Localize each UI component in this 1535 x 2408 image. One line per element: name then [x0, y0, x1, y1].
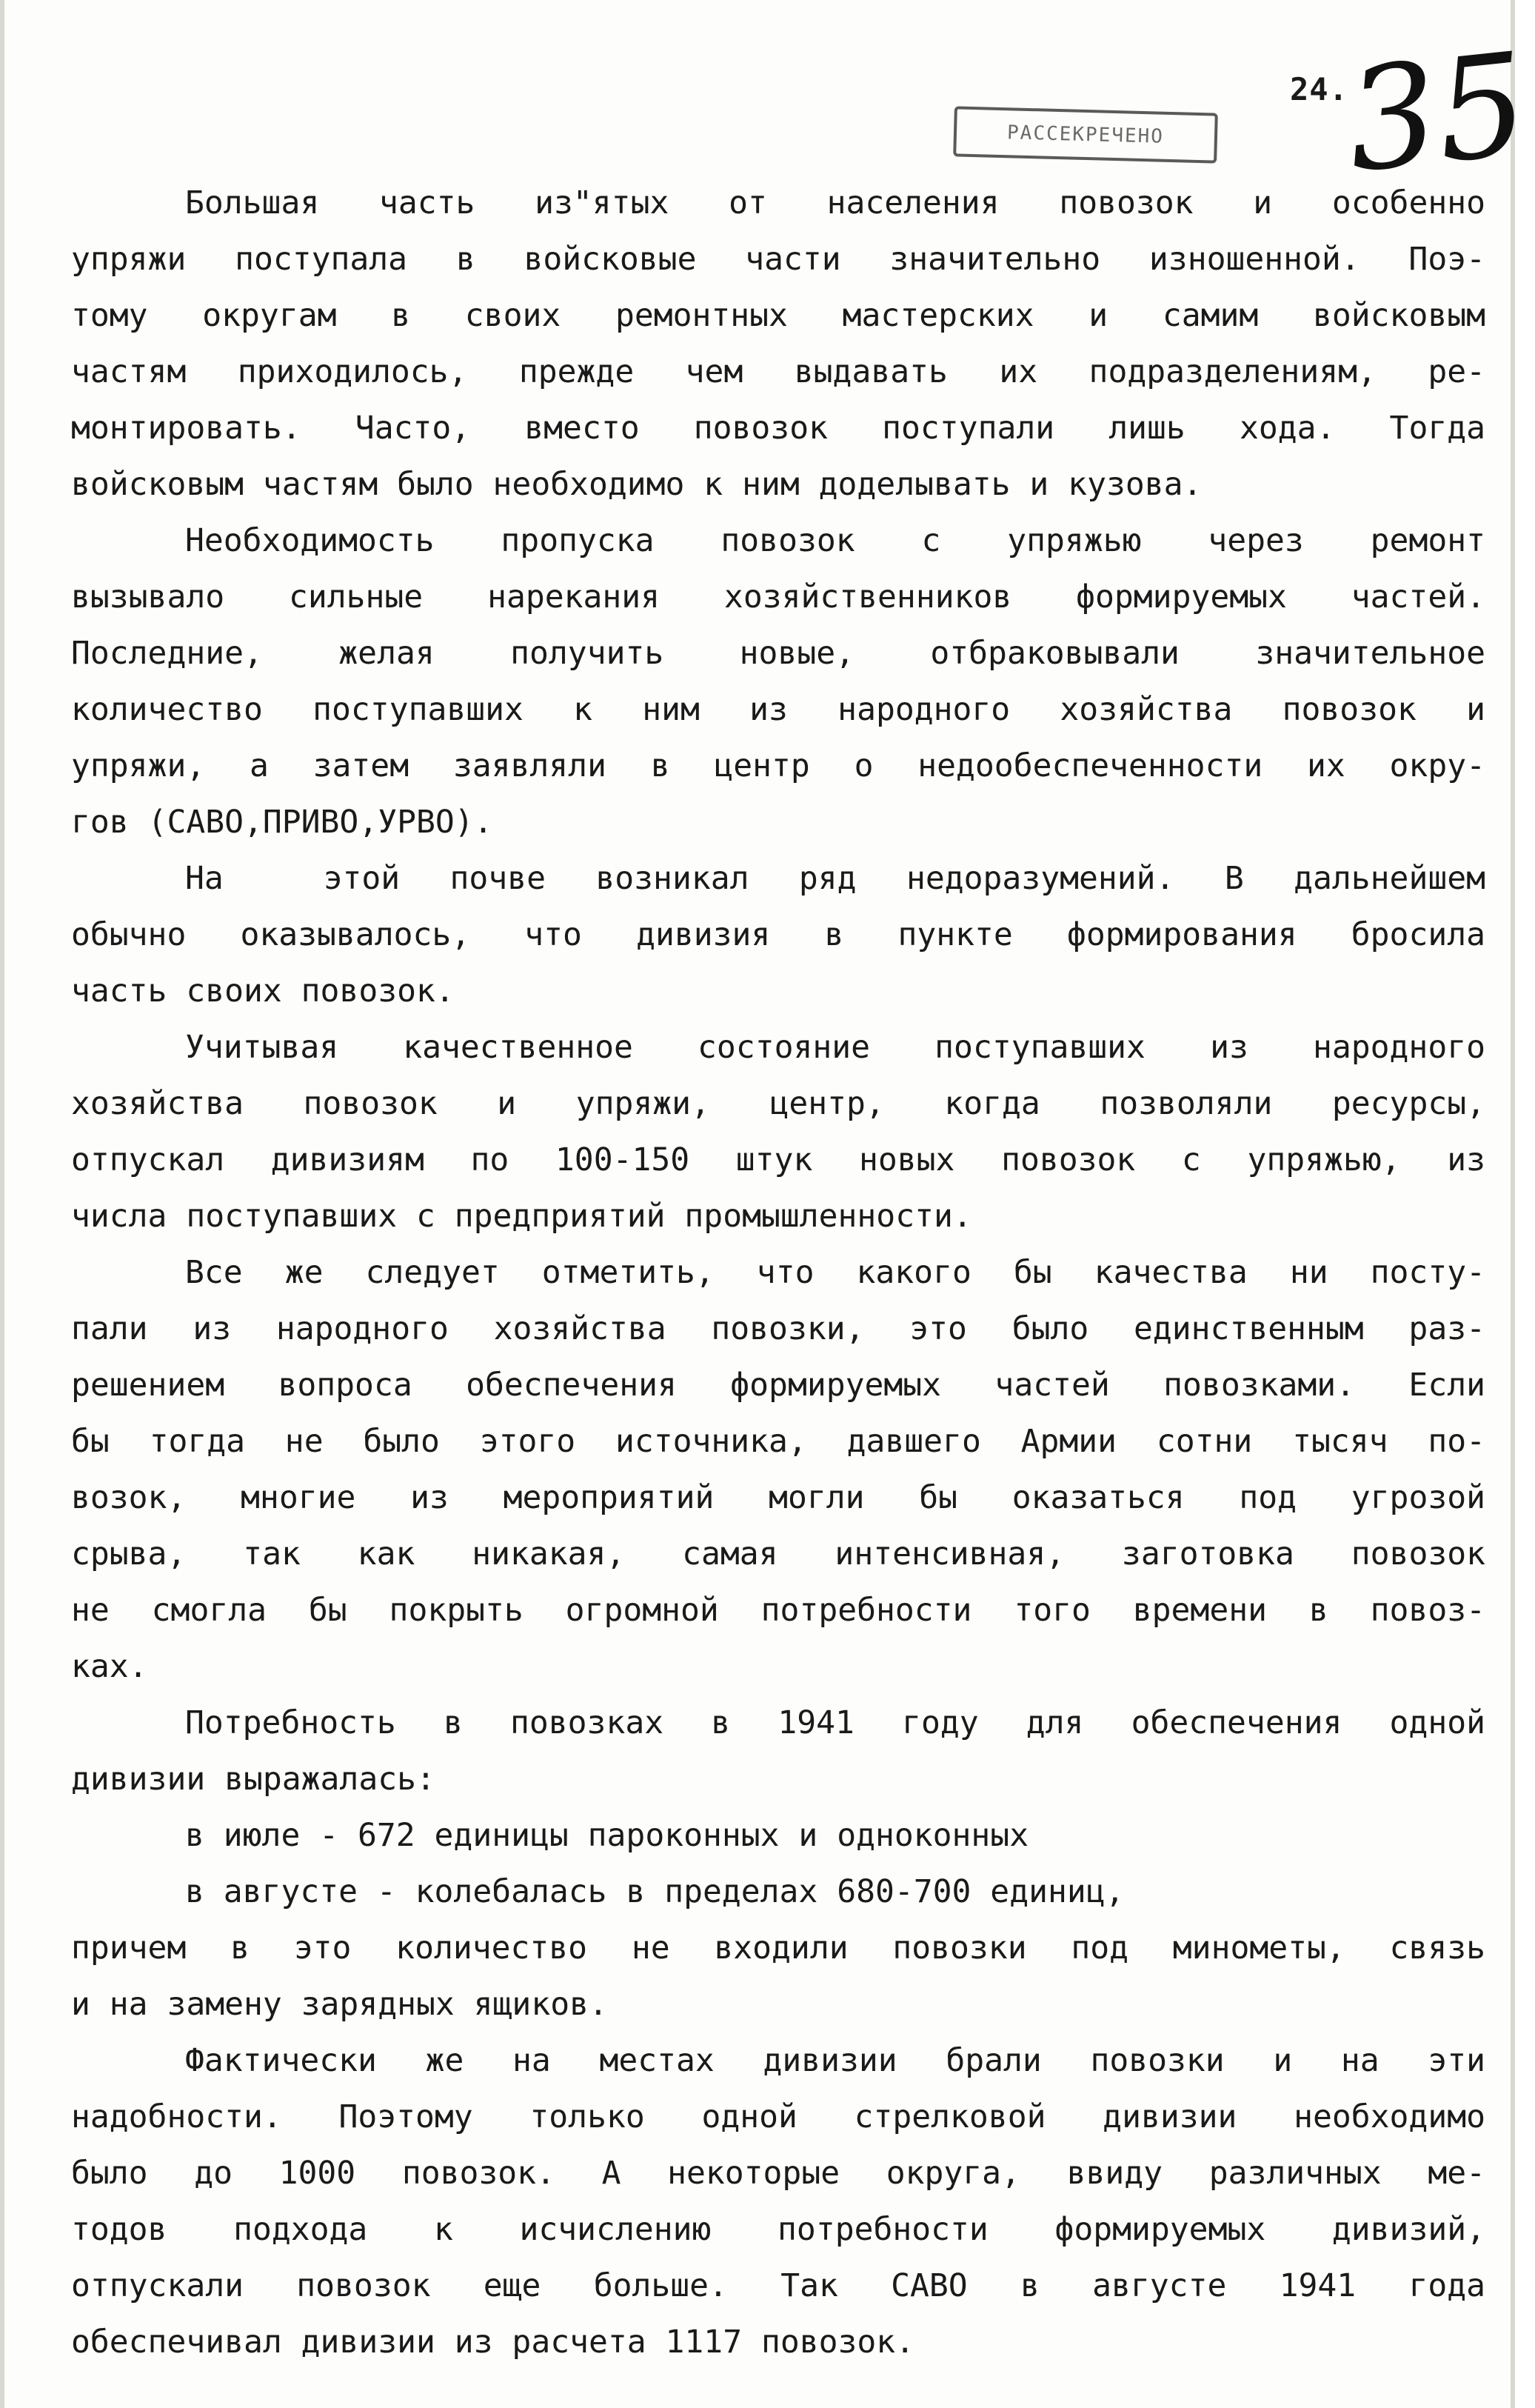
declassified-stamp: РАССЕКРЕЧЕНО	[953, 106, 1218, 163]
text-line: упряжи, а затем заявляли в центр о недообеспеченности их окру-	[71, 747, 1485, 784]
text-line: Большая часть из"ятых от населения повозок и особенно	[185, 184, 1485, 221]
text-line: пали из народного хозяйства повозки, это было единственным раз-	[71, 1310, 1485, 1347]
text-line: было до 1000 повозок. А некоторые округа, ввиду различных ме-	[71, 2155, 1485, 2192]
text-line: срыва, так как никакая, самая интенсивная, заготовка повозок	[71, 1535, 1485, 1572]
text-line: Потребность в повозках в 1941 году для обеспечения одной	[185, 1704, 1485, 1741]
text-line: гов (САВО,ПРИВО,УРВО).	[71, 804, 493, 841]
text-line: частям приходилось, прежде чем выдавать их подразделениям, ре-	[71, 353, 1485, 390]
text-line: обеспечивал дивизии из расчета 1117 повозок.	[71, 2324, 915, 2361]
typed-text-body	[71, 175, 1485, 2370]
text-line: тодов подхода к исчислению потребности формируемых дивизий,	[71, 2211, 1485, 2248]
text-line: монтировать. Часто, вместо повозок поступали лишь хода. Тогда	[71, 410, 1485, 447]
text-line: решением вопроса обеспечения формируемых частей повозками. Если	[71, 1367, 1485, 1404]
text-line: отпускал дивизиям по 100-150 штук новых повозок с упряжью, из	[71, 1141, 1485, 1178]
text-line: дивизии выражалась:	[71, 1761, 435, 1798]
text-line: бы тогда не было этого источника, давшего Армии сотни тысяч по-	[71, 1423, 1485, 1460]
text-line: тому округам в своих ремонтных мастерских и самим войсковым	[71, 297, 1485, 334]
text-line: количество поступавших к ним из народного хозяйства повозок и	[71, 691, 1485, 728]
text-line: отпускали повозок еще больше. Так САВО в августе 1941 года	[71, 2267, 1485, 2304]
text-line: часть своих повозок.	[71, 973, 455, 1010]
text-line: возок, многие из мероприятий могли бы оказаться под угрозой	[71, 1479, 1485, 1516]
text-line: в июле - 672 единицы пароконных и одноконных	[185, 1817, 1029, 1854]
text-line: хозяйства повозок и упряжи, центр, когда позволяли ресурсы,	[71, 1085, 1485, 1122]
text-line: На этой почве возникал ряд недоразумений. В дальнейшем	[185, 860, 1485, 897]
text-line: Необходимость пропуска повозок с упряжью через ремонт	[185, 522, 1485, 559]
text-line: вызывало сильные нарекания хозяйственников формируемых частей.	[71, 578, 1485, 616]
scan-edge-right	[1511, 0, 1515, 2408]
text-line: ках.	[71, 1648, 148, 1685]
text-line: упряжи поступала в войсковые части значительно изношенной. Поэ-	[71, 241, 1485, 278]
text-line: Фактически же на местах дивизии брали повозки и на эти	[185, 2042, 1485, 2079]
scan-edge-left	[0, 0, 4, 2408]
text-line: обычно оказывалось, что дивизия в пункте формирования бросила	[71, 916, 1485, 953]
text-line: надобности. Поэтому только одной стрелковой дивизии необходимо	[71, 2098, 1485, 2135]
text-line: в августе - колебалась в пределах 680-700 единиц,	[185, 1873, 1125, 1910]
text-line: не смогла бы покрыть огромной потребности того времени в повоз-	[71, 1592, 1485, 1629]
text-line: и на замену зарядных ящиков.	[71, 1986, 608, 2023]
text-line: Все же следует отметить, что какого бы качества ни посту-	[185, 1254, 1485, 1291]
text-line: Учитывая качественное состояние поступавших из народного	[185, 1029, 1485, 1066]
text-line: причем в это количество не входили повозки под минометы, связь	[71, 1930, 1485, 1967]
page-number: 24.	[1290, 71, 1348, 107]
text-line: числа поступавших с предприятий промышленности.	[71, 1198, 972, 1235]
handwritten-folio-number: 35	[1340, 21, 1535, 204]
text-line: войсковым частям было необходимо к ним доделывать и кузова.	[71, 466, 1203, 503]
text-line: Последние, желая получить новые, отбраковывали значительное	[71, 635, 1485, 672]
